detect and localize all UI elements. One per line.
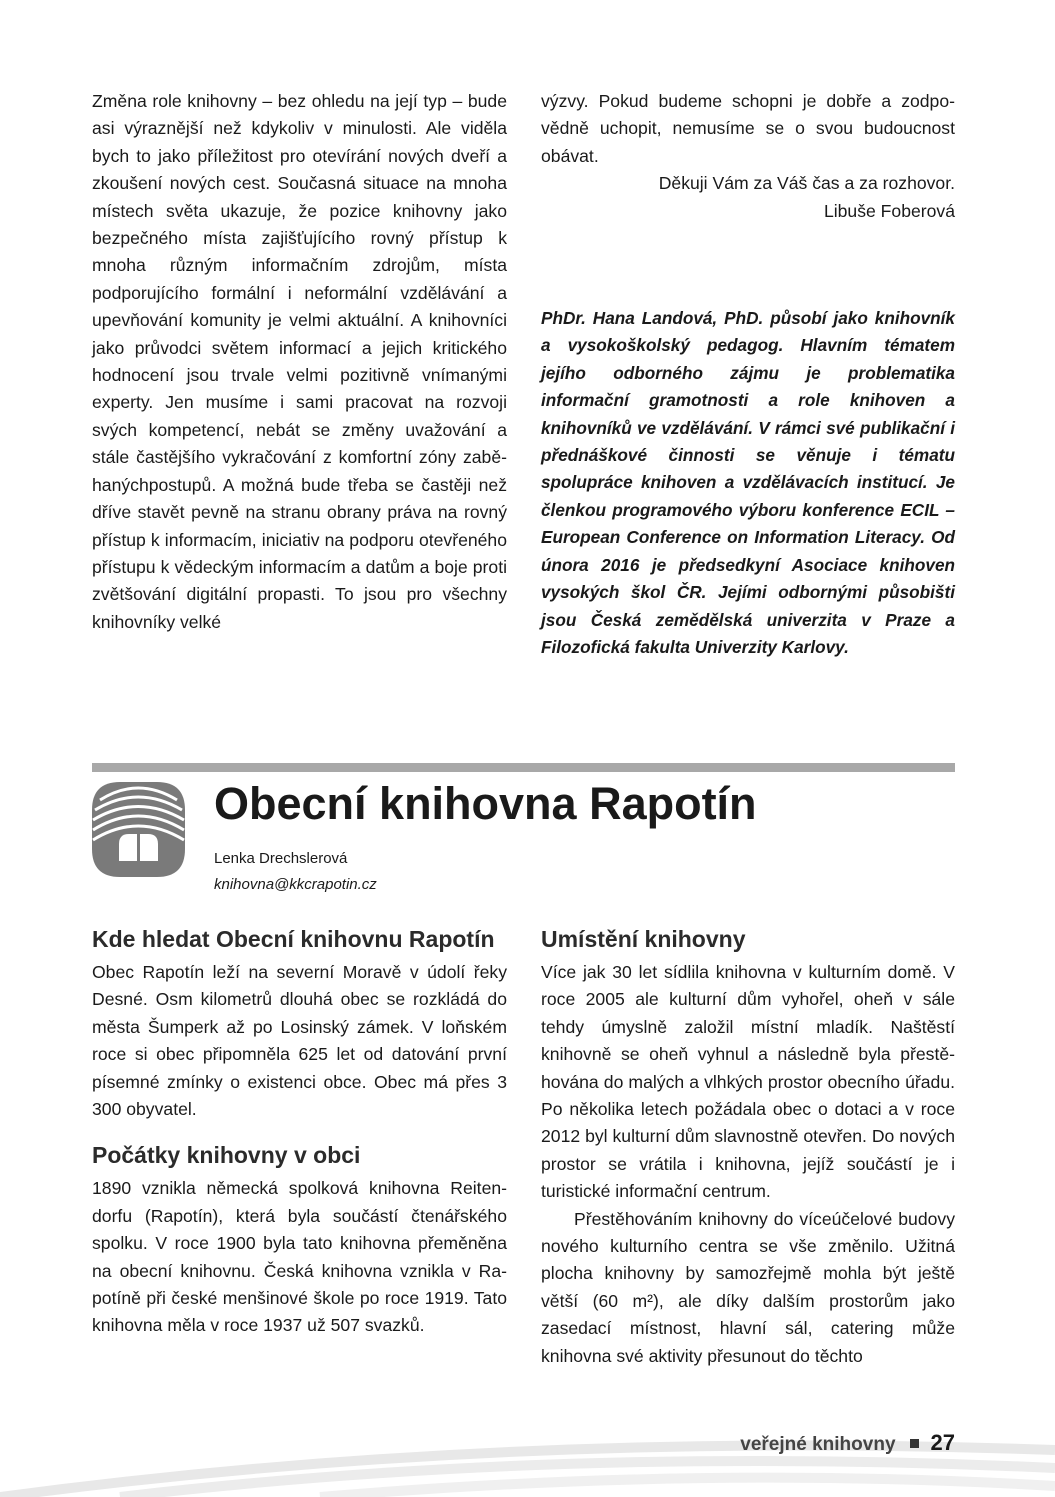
article-left-column bbox=[92, 925, 507, 1340]
section-paragraph: Více jak 30 let sídlila knihovna v kulturním domě. V roce 2005 ale kulturní dům vyhořel, oheň v sále tehdy úmyslně založil místní mladík. Naštěstí knihovně se oheň vyhnul a následně byla přestěhována do malých a vlhkých prostor obecního úřadu. Po několika letech požádala obec o dotaci a v roce 2012 byl kulturní dům slavnostně otevřen. Do nových prostor se vrátila i knihovna, jejíž součástí je i turistické informační centrum. bbox=[541, 962, 955, 1202]
interview-right-column bbox=[541, 88, 955, 661]
interview-closing-paragraph: výzvy. Pokud budeme schopni je dobře a zodpovědně uchopit, nemusíme se o svou budoucnost obávat. bbox=[541, 91, 955, 166]
section-divider bbox=[92, 763, 955, 772]
section-heading: Kde hledat Obecní knihovnu Rapotín bbox=[92, 926, 495, 952]
interview-left-column bbox=[92, 88, 507, 636]
section-heading: Umístění knihovny bbox=[541, 926, 746, 952]
magazine-name: veřejné knihovny bbox=[740, 1434, 896, 1455]
author-bio: PhDr. Hana Landová, PhD. působí jako knihovník a vysokoškolský pedagog. Hlavním tématem jejího odborného zájmu je problematika informační gramotnosti a role knihoven a knihovníků ve vzdělávání. V rámci své publikační i přednáškové činnosti se věnuje i tématu spolupráce knihoven a vzdělávacích institucí. Je členkou programového výboru konference ECIL – European Conference on Information Literacy. Od února 2016 je předsedkyní Asociace knihoven vysokých škol ČR. Jejími odbornými působišti jsou Česká zemědělská univerzita v Praze a Filozofická fakulta Univerzity Karlovy. bbox=[541, 308, 955, 657]
section-heading: Počátky knihovny v obci bbox=[92, 1142, 361, 1169]
section-paragraph: Obec Rapotín leží na severní Moravě v údolí řeky Desné. Osm kilometrů dlouhá obec se rozkládá do města Šumperk až po Losinský zámek. V loňském roce si obec připomněla 625 let od datování první písemné zmínky o existenci obce. Obec má přes 3 300 obyvatel. bbox=[92, 962, 507, 1120]
section-paragraph: Přestěhováním knihovny do víceúčelové budovy nového kulturního centra se vše změnilo. Užitná plocha knihovny by samozřejmě mohla být ještě větší (60 m²), ale díky dalším prostorům jako zasedací místnost, hlavní sál, catering může knihovna své aktivity přesunout do těchto bbox=[541, 1208, 955, 1366]
author-email: knihovna@kkcrapotin.cz bbox=[214, 876, 377, 893]
interview-paragraph: Změna role knihovny – bez ohledu na její typ – bude asi výraznější než kdykoliv v minulosti. Ale viděla bych to jako příležitost pro otevírání nových dveří a zkoušení nových cest. Současná situace na mnoha místech světa ukazuje, že pozice knihovny jako bezpečného místa zajišťujícího rovný přístup k mnoha různým informačním zdrojům, místa podporujícího formální i neformální vzdělávání a upevňování komunity je velmi aktuální. A knihovníci jako průvodci světem informací a jejich kritického hodnocení jsou trvale velmi pozitivně vnímanými experty. Jen musíme i sami pracovat na rozvoji svých kompetencí, nebát se změny uvažování a stále častějšího vykračování z komfortní zóny zaběhanýchpostupů. A možná bude třeba se častěji než dříve stavět pevně na stranu obrany práva na rovný přístup k informacím, iniciativ na podporu otevřeného přístupu k vědeckým informacím a datům a boje proti zvětšování digitální propasti. To jsou pro všechny knihovníky velké bbox=[92, 91, 507, 632]
article-author: Lenka Drechslerová bbox=[214, 850, 348, 867]
page-footer bbox=[740, 1430, 955, 1456]
square-bullet-icon bbox=[910, 1439, 919, 1448]
interview-thanks: Děkuji Vám za Váš čas a za rozhovor. bbox=[658, 173, 955, 194]
page-number: 27 bbox=[930, 1430, 955, 1455]
library-logo-icon bbox=[92, 782, 185, 877]
article-right-column bbox=[541, 925, 955, 1370]
article-title: Obecní knihovna Rapotín bbox=[214, 778, 757, 829]
interviewer-name: Libuše Foberová bbox=[823, 200, 955, 221]
section-paragraph: 1890 vznikla německá spolková knihovna Reitendorfu (Rapotín), která byla součástí čtenářského spolku. V roce 1900 byla tato knihovna přeměněna na obecní knihovnu. Česká knihovna vznikla v Rapotíně při české menšinové škole po roce 1919. Tato knihovna měla v roce 1937 už 507 svazků. bbox=[92, 1178, 507, 1336]
